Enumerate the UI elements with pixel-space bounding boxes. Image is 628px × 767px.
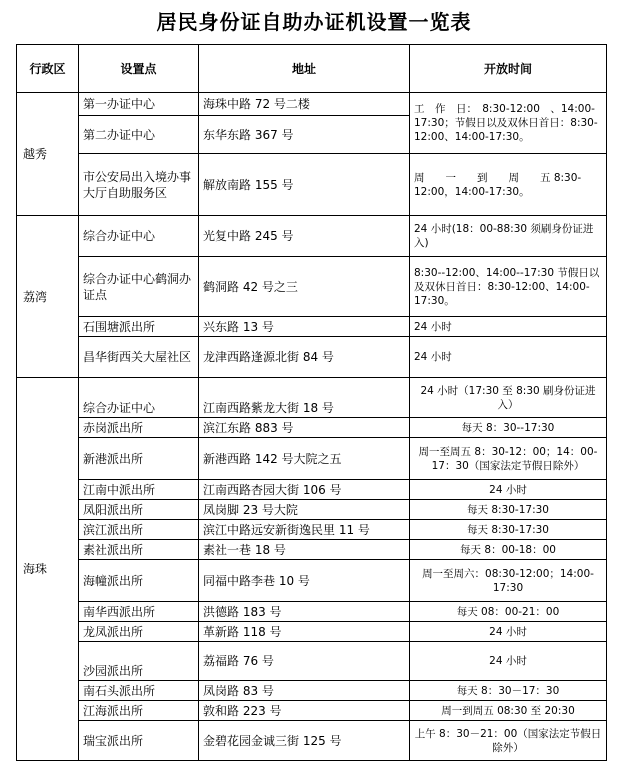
table-row: [17, 642, 607, 681]
hours-cell: 24 小时: [410, 642, 607, 681]
header-district: 行政区: [17, 45, 79, 93]
district-cell: 越秀: [17, 93, 79, 216]
address-cell: 江南西路紫龙大街 18 号: [199, 378, 410, 418]
location-cell: 综合办证中心鹤洞办证点: [79, 257, 199, 317]
location-cell: 新港派出所: [79, 438, 199, 480]
table-row: [17, 337, 607, 378]
hours-cell: 24 小时（17:30 至 8:30 刷身份证进入）: [410, 378, 607, 418]
location-cell: 石围塘派出所: [79, 317, 199, 337]
table-row: [17, 520, 607, 540]
address-cell: 凤岗脚 23 号大院: [199, 500, 410, 520]
id-card-machine-table: [16, 44, 607, 761]
table-row: [17, 378, 607, 418]
table-row: [17, 540, 607, 560]
location-cell: 江南中派出所: [79, 480, 199, 500]
location-cell: 江海派出所: [79, 701, 199, 721]
address-cell: 同福中路李巷 10 号: [199, 560, 410, 602]
district-cell: 荔湾: [17, 216, 79, 378]
hours-cell: 每天 08：00-21：00: [410, 602, 607, 622]
table-row: [17, 154, 607, 216]
address-cell: 江南西路杏园大街 106 号: [199, 480, 410, 500]
address-cell: 鹤洞路 42 号之三: [199, 257, 410, 317]
address-cell: 龙津西路逢源北街 84 号: [199, 337, 410, 378]
header-hours: 开放时间: [410, 45, 607, 93]
address-cell: 滨江中路远安新街逸民里 11 号: [199, 520, 410, 540]
hours-cell: 周一到周五 08:30 至 20:30: [410, 701, 607, 721]
address-cell: 兴东路 13 号: [199, 317, 410, 337]
location-cell: 凤阳派出所: [79, 500, 199, 520]
hours-cell: 24 小时: [410, 317, 607, 337]
hours-cell: 24 小时: [410, 480, 607, 500]
address-cell: 敦和路 223 号: [199, 701, 410, 721]
location-cell: 第二办证中心: [79, 116, 199, 154]
location-cell: 昌华街西关大屋社区: [79, 337, 199, 378]
table-row: [17, 622, 607, 642]
table-row: [17, 681, 607, 701]
table-row: [17, 500, 607, 520]
address-cell: 凤岗路 83 号: [199, 681, 410, 701]
hours-cell: 周 一 到 周 五 8:30-12:00，14:00-17:30。: [410, 154, 607, 216]
location-cell: 南石头派出所: [79, 681, 199, 701]
location-cell: 滨江派出所: [79, 520, 199, 540]
table-row: [17, 701, 607, 721]
location-cell: 赤岗派出所: [79, 418, 199, 438]
table-row: [17, 216, 607, 257]
location-cell: 南华西派出所: [79, 602, 199, 622]
table-row: [17, 721, 607, 761]
hours-cell: 每天 8:30-17:30: [410, 520, 607, 540]
table-row: [17, 602, 607, 622]
hours-cell: 周一至周六：08:30-12:00；14:00-17:30: [410, 560, 607, 602]
hours-cell: 每天 8：30--17:30: [410, 418, 607, 438]
address-cell: 光复中路 245 号: [199, 216, 410, 257]
hours-cell: 每天 8：30－17：30: [410, 681, 607, 701]
district-cell: 海珠: [17, 378, 79, 761]
hours-cell: 24 小时: [410, 622, 607, 642]
table-row: [17, 418, 607, 438]
hours-cell: 24 小时(18：00-88:30 须刷身份证进入): [410, 216, 607, 257]
address-cell: 东华东路 367 号: [199, 116, 410, 154]
hours-cell: 24 小时: [410, 337, 607, 378]
table-row: [17, 480, 607, 500]
location-cell: 沙园派出所: [79, 642, 199, 681]
location-cell: 龙凤派出所: [79, 622, 199, 642]
header-location: 设置点: [79, 45, 199, 93]
table-row: [17, 560, 607, 602]
location-cell: 素社派出所: [79, 540, 199, 560]
address-cell: 海珠中路 72 号二楼: [199, 93, 410, 116]
hours-cell: 工 作 日： 8:30-12:00 、14:00-17:30；节假日以及双休日首日：8:30-12:00、14:00-17:30。: [410, 93, 607, 154]
address-cell: 洪德路 183 号: [199, 602, 410, 622]
table-row: [17, 257, 607, 317]
hours-cell: 8:30--12:00、14:00--17:30 节假日以及双休日首日：8:30-12:00、14:00-17:30。: [410, 257, 607, 317]
address-cell: 解放南路 155 号: [199, 154, 410, 216]
address-cell: 金碧花园金诚三街 125 号: [199, 721, 410, 761]
table-row: [17, 317, 607, 337]
hours-cell: 每天 8:30-17:30: [410, 500, 607, 520]
address-cell: 革新路 118 号: [199, 622, 410, 642]
address-cell: 新港西路 142 号大院之五: [199, 438, 410, 480]
table-header-row: [17, 45, 607, 93]
page-title: 居民身份证自助办证机设置一览表: [156, 10, 472, 34]
location-cell: 海幢派出所: [79, 560, 199, 602]
location-cell: 市公安局出入境办事大厅自助服务区: [79, 154, 199, 216]
location-cell: 综合办证中心: [79, 378, 199, 418]
location-cell: 第一办证中心: [79, 93, 199, 116]
address-cell: 荔福路 76 号: [199, 642, 410, 681]
hours-cell: 周一至周五 8：30-12：00；14：00-17：30（国家法定节假日除外）: [410, 438, 607, 480]
hours-cell: 上午 8：30－21：00（国家法定节假日除外）: [410, 721, 607, 761]
address-cell: 素社一巷 18 号: [199, 540, 410, 560]
hours-cell: 每天 8：00-18：00: [410, 540, 607, 560]
address-cell: 滨江东路 883 号: [199, 418, 410, 438]
header-address: 地址: [199, 45, 410, 93]
table-row: [17, 93, 607, 116]
location-cell: 瑞宝派出所: [79, 721, 199, 761]
location-cell: 综合办证中心: [79, 216, 199, 257]
table-row: [17, 438, 607, 480]
